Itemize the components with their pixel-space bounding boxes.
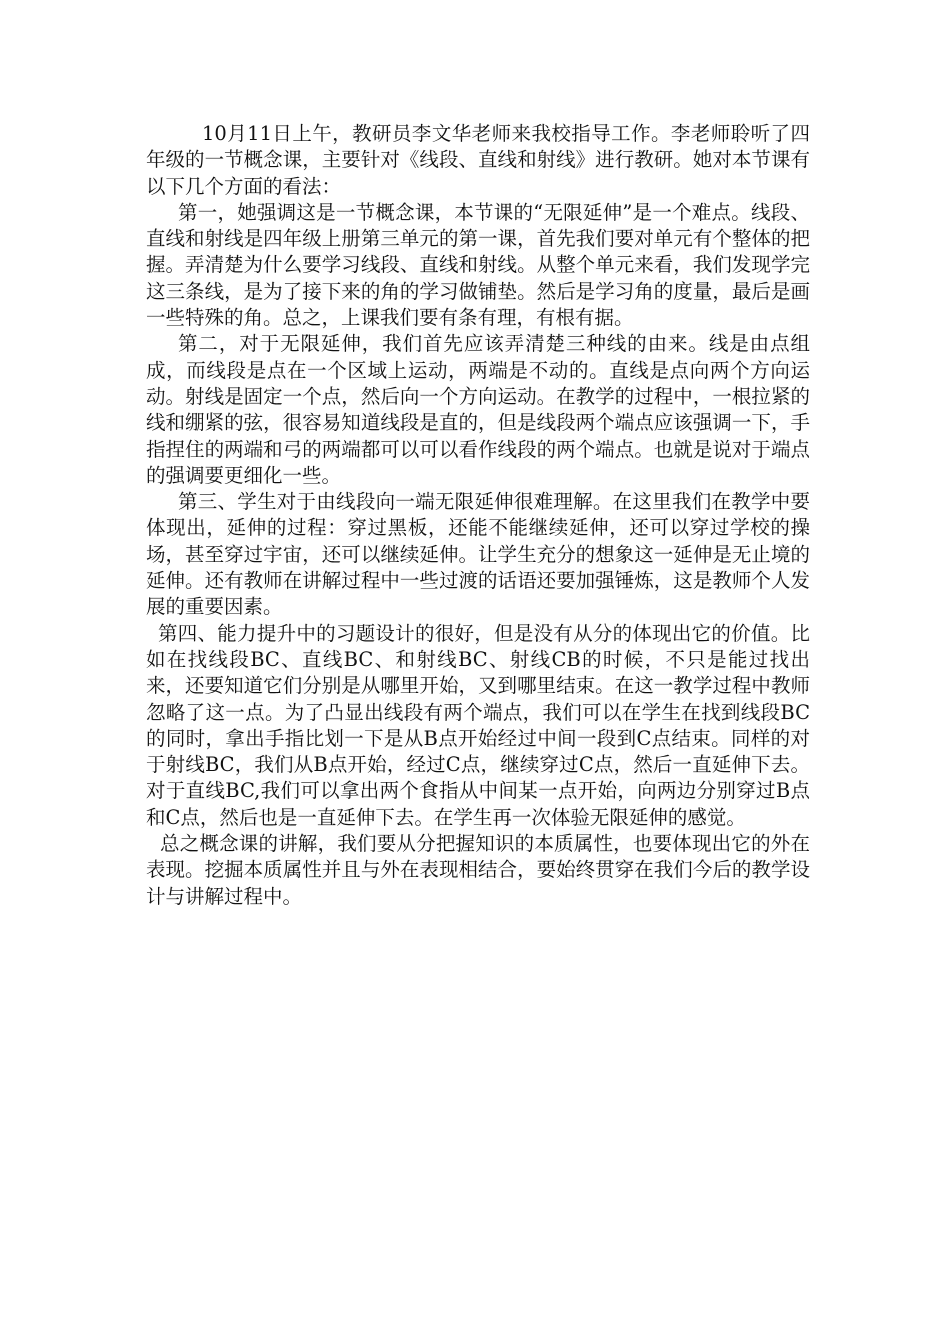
paragraph-point-4: 第四、能力提升中的习题设计的很好，但是没有从分的体现出它的价值。比如在找线段BC、直线BC、和射线BC、射线CB的时候，不只是能过找出来，还要知道它们分别是从哪里开始，又到哪里结束。在这一教学过程中教师忽略了这一点。为了凸显出线段有两个端点，我们可以在学生在找到线段BC的同时，拿出手指比划一下是从B点开始经过中间一段到C点结束。同样的对于射线BC，我们从B点开始，经过C点，继续穿过C点，然后一直延伸下去。对于直线BC,我们可以拿出两个食指从中间某一点开始，向两边分别穿过B点和C点，然后也是一直延伸下去。在学生再一次体验无限延伸的感觉。 <box>146 621 810 829</box>
document-body <box>146 121 810 910</box>
paragraph-point-1: 第一，她强调这是一节概念课，本节课的“无限延伸”是一个难点。线段、直线和射线是四年级上册第三单元的第一课，首先我们要对单元有个整体的把握。弄清楚为什么要学习线段、直线和射线。从整个单元来看，我们发现学完这三条线，是为了接下来的角的学习做铺垫。然后是学习角的度量，最后是画一些特殊的角。总之，上课我们要有条有理，有根有据。 <box>146 200 810 330</box>
paragraph-point-3: 第三、学生对于由线段向一端无限延伸很难理解。在这里我们在教学中要体现出，延伸的过程：穿过黑板，还能不能继续延伸，还可以穿过学校的操场，甚至穿过宇宙，还可以继续延伸。让学生充分的想象这一延伸是无止境的延伸。还有教师在讲解过程中一些过渡的话语还要加强锤炼，这是教师个人发展的重要因素。 <box>146 490 810 619</box>
paragraph-summary: 总之概念课的讲解，我们要从分把握知识的本质属性，也要体现出它的外在表现。挖掘本质属性并且与外在表现相结合，要始终贯穿在我们今后的教学设计与讲解过程中。 <box>146 832 810 908</box>
paragraph-point-2: 第二，对于无限延伸，我们首先应该弄清楚三种线的由来。线是由点组成，而线段是点在一个区域上运动，两端是不动的。直线是点向两个方向运动。射线是固定一个点，然后向一个方向运动。在教学的过程中，一根拉紧的线和绷紧的弦，很容易知道线段是直的，但是线段两个端点应该强调一下，手指捏住的两端和弓的两端都可以可以看作线段的两个端点。也就是说对于端点的强调要更细化一些。 <box>146 332 810 487</box>
paragraph-intro: 10月11日上午，教研员李文华老师来我校指导工作。李老师聆听了四年级的一节概念课，主要针对《线段、直线和射线》进行教研。她对本节课有以下几个方面的看法： <box>146 122 810 198</box>
